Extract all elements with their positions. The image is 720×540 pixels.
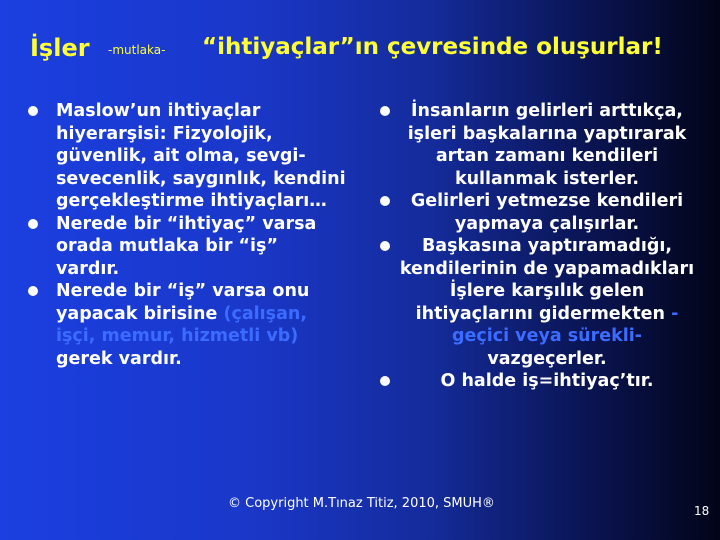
right-bullet-3 xyxy=(378,235,698,370)
left-bullet-3-accent: (çalışan, işçi, memur, hizmetli vb) xyxy=(56,303,307,346)
right-bullet-4-text: O halde iş=ihtiyaç’tır. xyxy=(440,371,654,391)
right-bullet-3-accent: -geçici veya sürekli- xyxy=(451,303,679,346)
right-bullet-3-text-before: Başkasına yaptıramadığı, kendilerinin de yapamadıkları İşlere karşılık gelen ihtiyaçlarını gidermekten xyxy=(399,236,695,324)
bullet-icon xyxy=(28,219,38,229)
slide-title xyxy=(30,34,700,74)
bullet-icon xyxy=(28,106,38,116)
right-bullet-2-text: Gelirleri yetmezse kendileri yapmaya çalışırlar. xyxy=(410,191,684,234)
right-column xyxy=(378,100,698,393)
bullet-icon xyxy=(380,241,390,251)
left-bullet-1-text: Maslow’un ihtiyaçlar hiyerarşisi: Fizyolojik, güvenlik, ait olma, sevgi-sevecenlik, saygınlık, kendini gerçekleştirme ihtiyaçları… xyxy=(56,101,346,211)
bullet-icon xyxy=(380,196,390,206)
title-small: -mutlaka- xyxy=(108,43,166,57)
left-bullet-2-text: Nerede bir “ihtiyaç” varsa orada mutlaka bir “iş” vardır. xyxy=(56,213,317,279)
right-bullet-4 xyxy=(378,370,698,393)
right-bullet-2 xyxy=(378,190,698,235)
left-bullet-3-text-after: gerek vardır. xyxy=(56,348,182,369)
right-bullet-3-text-after: vazgeçerler. xyxy=(487,348,607,369)
title-rest: “ihtiyaçlar”ın çevresinde oluşurlar! xyxy=(202,34,663,60)
page-number: 18 xyxy=(694,504,710,518)
bullet-icon xyxy=(380,106,390,116)
copyright-footer: © Copyright M.Tınaz Titiz, 2010, SMUH® xyxy=(228,496,495,511)
bullet-icon xyxy=(28,286,38,296)
right-bullet-1-text: İnsanların gelirleri arttıkça, işleri başkalarına yaptırarak artan zamanı kendileri kullanmak isterler. xyxy=(407,101,687,189)
right-bullet-1 xyxy=(378,100,698,190)
left-bullet-2 xyxy=(26,213,346,281)
left-bullet-1 xyxy=(26,100,346,213)
bullet-icon xyxy=(380,376,390,386)
left-column xyxy=(26,100,346,370)
title-main: İşler xyxy=(30,34,90,62)
left-bullet-3 xyxy=(26,280,346,370)
left-bullet-3-text-before: Nerede bir “iş” varsa onu yapacak birisine xyxy=(56,281,310,324)
